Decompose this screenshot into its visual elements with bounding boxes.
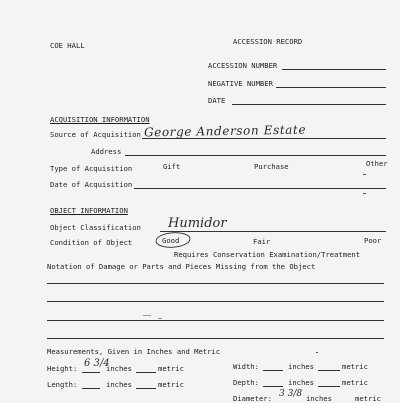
negative-number-field[interactable] [276,87,386,88]
date-label: DATE [208,96,226,105]
width-inches-label: inches [288,362,314,371]
depth-label: Depth: [233,378,259,387]
accession-number-label: ACCESSION NUMBER [208,61,278,70]
damage-line-1[interactable] [47,283,384,284]
stray-mark [316,352,318,353]
negative-number-label: NEGATIVE NUMBER [208,79,273,88]
stray-mark [363,193,366,194]
stray-mark [158,318,162,319]
length-label: Length: [47,380,78,389]
damage-label: Notation of Damage or Parts and Pieces Missing from the Object [47,262,316,271]
address-field[interactable] [125,155,386,156]
condition-option-poor[interactable]: Poor [364,236,382,245]
length-metric-field[interactable] [136,388,156,389]
object-heading: OBJECT INFORMATION [50,206,128,215]
date-field[interactable] [232,104,386,105]
acquisition-heading: ACQUISITION INFORMATION [50,115,150,124]
height-label: Height: [47,364,78,373]
length-inches-label: inches [106,380,132,389]
width-label: Width: [233,362,259,371]
width-inches-field[interactable] [263,370,283,371]
form-title: ACCESSION RECORD [233,37,303,46]
height-inches-field[interactable] [82,372,100,373]
height-value: 6 3/4 [84,358,110,369]
length-inches-field[interactable] [82,388,100,389]
diameter-value: 3 3/8 [279,389,303,399]
depth-metric-field[interactable] [318,386,340,387]
length-metric-label: metric [158,380,184,389]
address-label: Address [91,147,122,156]
depth-inches-label: inches [288,378,314,387]
condition-option-good[interactable]: Good [162,236,180,245]
condition-option-fair[interactable]: Fair [253,237,271,246]
type-option-purchase[interactable]: Purchase [254,162,289,171]
type-option-other[interactable]: Other [366,159,388,168]
damage-line-2[interactable] [47,301,384,302]
classification-value: Humidor [168,216,227,231]
classification-label: Object Classification [50,223,141,232]
condition-label: Condition of Object [50,238,133,247]
source-value: George Anderson Estate [143,122,307,140]
height-inches-label: inches [106,364,132,373]
accession-number-field[interactable] [282,69,386,70]
conservation-note: Requires Conservation Examination/Treatment [174,250,361,259]
source-field[interactable] [142,138,386,139]
diameter-label: Diameter: [233,394,272,403]
width-metric-label: metric [342,362,368,371]
stray-mark [143,315,151,316]
width-metric-field[interactable] [318,370,340,371]
date-of-acquisition-field[interactable] [134,188,386,189]
damage-line-4[interactable] [47,338,384,339]
institution-name: COE HALL [50,41,85,50]
type-option-gift[interactable]: Gift [163,162,181,171]
height-metric-field[interactable] [136,372,156,373]
classification-field[interactable] [160,231,386,232]
condition-circle-mark [154,231,192,249]
diameter-metric-label: metric [355,394,381,403]
depth-inches-field[interactable] [263,386,283,387]
date-of-acquisition-label: Date of Acquisition [50,180,133,189]
type-of-acquisition-label: Type of Acquisition [50,164,133,173]
source-label: Source of Acquisition [50,130,141,139]
measurements-heading: Measurements, Given in Inches and Metric [47,347,221,356]
height-metric-label: metric [158,364,184,373]
diameter-inches-label: inches [306,394,332,403]
damage-line-3[interactable] [47,320,384,321]
stray-mark [363,174,366,175]
depth-metric-label: metric [342,378,368,387]
